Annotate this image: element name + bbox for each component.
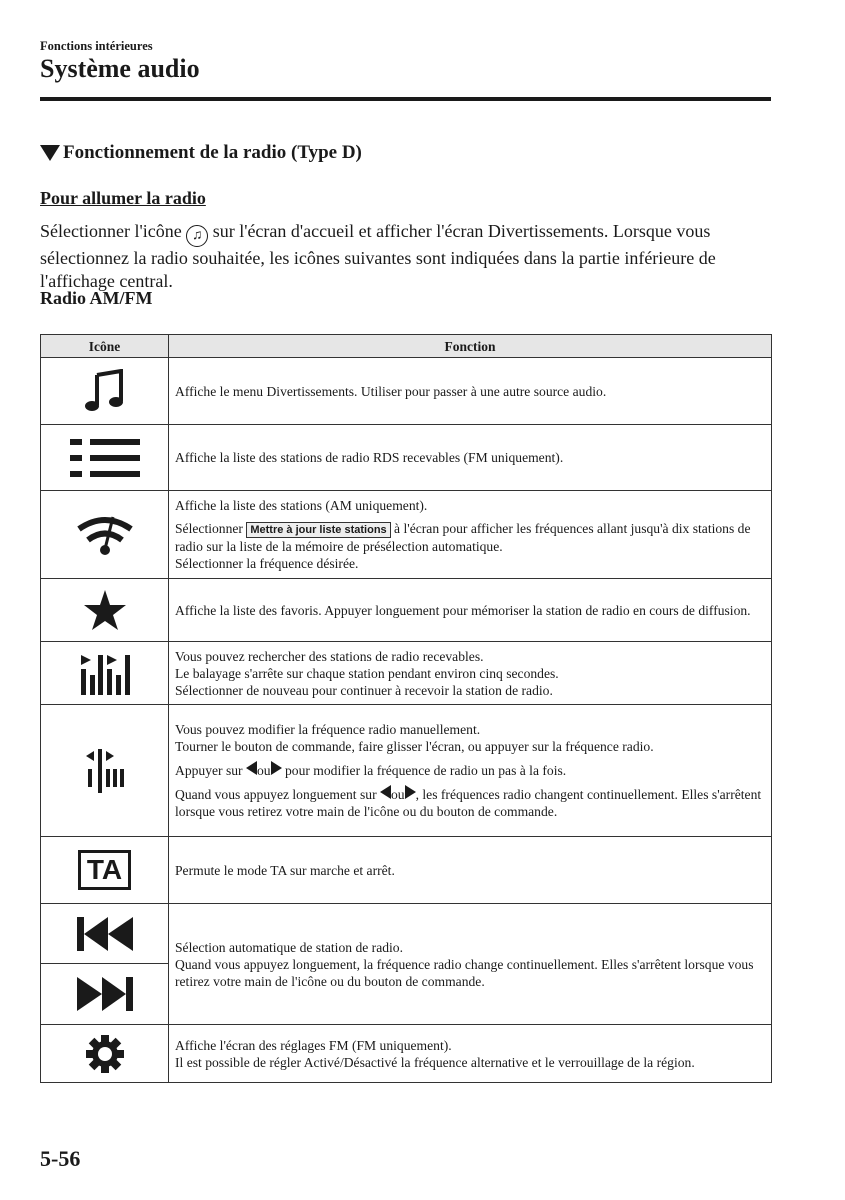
table-row: [41, 642, 772, 705]
text-part: ou: [391, 787, 405, 802]
table-row: [41, 579, 772, 642]
header-icon: Icône: [41, 335, 169, 358]
music-note-icon: [41, 358, 169, 425]
intro-text-b: sur l'écran d'accueil et afficher l'écran Divertissements. Lorsque vous sélectionnez la radio souhaitée, les icônes suivantes sont indiquées dans la partie inférieure de l'affichage central.: [40, 221, 716, 291]
scan-icon: [41, 642, 169, 705]
table-header-row: [41, 335, 772, 358]
text-part: Sélectionner: [175, 521, 247, 536]
table-row: [41, 1025, 772, 1083]
table-row: [41, 705, 772, 837]
right-arrow-icon: [405, 785, 416, 799]
row-text: Le balayage s'arrête sur chaque station pendant environ cinq secondes.: [175, 665, 559, 681]
section-heading: [40, 142, 362, 164]
table-row: [41, 425, 772, 491]
station-list-icon: [41, 491, 169, 579]
row-text: Sélectionner la fréquence désirée.: [175, 556, 359, 571]
update-station-list-button: Mettre à jour liste stations: [246, 522, 390, 538]
music-note-icon: ♫: [186, 225, 208, 247]
subsection-title: Pour allumer la radio: [40, 188, 206, 208]
row-text: Sélection automatique de station de radio.: [175, 939, 404, 955]
seek-back-icon: [41, 904, 168, 964]
row-text: Permute le mode TA sur marche et arrêt.: [175, 862, 395, 878]
row-text: Affiche la liste des stations (AM uniquement).: [175, 498, 428, 513]
right-arrow-icon: [271, 761, 282, 775]
ta-icon-label: TA: [78, 850, 131, 890]
text-part: à l'écran pour afficher les fréquences allant jusqu'à dix stations de radio sur la liste de la mémoire de présélection automatique.: [175, 521, 751, 554]
seek-forward-icon: [41, 964, 168, 1024]
text-part: Appuyer sur: [175, 763, 246, 778]
table-row: [41, 904, 772, 1025]
seek-icons: [41, 904, 169, 1025]
gear-icon: [41, 1025, 169, 1083]
row-text: [175, 761, 765, 779]
table-row: [41, 358, 772, 425]
page-title: Système audio: [40, 54, 200, 83]
star-icon: [41, 579, 169, 642]
intro-text-a: Sélectionner l'icône: [40, 221, 187, 241]
title-rule: [40, 97, 771, 101]
chapter-kicker: Fonctions intérieures: [40, 39, 153, 53]
header-function: Fonction: [169, 335, 772, 358]
row-text: Affiche la liste des stations de radio RDS recevables (FM uniquement).: [175, 450, 564, 465]
list-icon: [41, 425, 169, 491]
row-text: [175, 520, 765, 555]
left-arrow-icon: [246, 761, 257, 775]
table-row: [41, 837, 772, 904]
text-part: Quand vous appuyez longuement sur: [175, 787, 380, 802]
row-text: Il est possible de régler Activé/Désactivé la fréquence alternative et le verrouillage de la région.: [175, 1054, 695, 1070]
row-text: Affiche la liste des favoris. Appuyer longuement pour mémoriser la station de radio en cours de diffusion.: [175, 602, 751, 618]
intro-paragraph: [40, 220, 780, 292]
row-text: [175, 785, 765, 820]
row-text: Vous pouvez modifier la fréquence radio manuellement.: [175, 722, 481, 737]
icon-function-table: [40, 334, 772, 1083]
left-arrow-icon: [380, 785, 391, 799]
text-part: , les fréquences radio changent continuellement. Elles s'arrêtent lorsque vous retirez votre main de l'icône ou du bouton de commande.: [175, 787, 762, 819]
text-part: ou: [256, 763, 271, 778]
table-row: [41, 491, 772, 579]
section-title: Fonctionnement de la radio (Type D): [63, 142, 362, 163]
ta-icon: [41, 837, 169, 904]
text-part: pour modifier la fréquence de radio un pas à la fois.: [281, 763, 567, 778]
row-text: Vous pouvez rechercher des stations de radio recevables.: [175, 648, 484, 664]
page-number: 5-56: [40, 1146, 81, 1171]
tune-icon: [41, 705, 169, 837]
triangle-bullet-icon: [40, 145, 60, 161]
row-text: Tourner le bouton de commande, faire glisser l'écran, ou appuyer sur la fréquence radio.: [175, 739, 654, 754]
row-text: Affiche le menu Divertissements. Utiliser pour passer à une autre source audio.: [175, 383, 607, 399]
row-text: Affiche l'écran des réglages FM (FM uniquement).: [175, 1037, 452, 1053]
radio-label: Radio AM/FM: [40, 288, 153, 308]
row-text: Sélectionner de nouveau pour continuer à recevoir la station de radio.: [175, 682, 553, 698]
row-text: Quand vous appuyez longuement, la fréquence radio change continuellement. Elles s'arrêtent lorsque vous retirez votre main de l'icône ou du bouton de commande.: [175, 956, 754, 989]
